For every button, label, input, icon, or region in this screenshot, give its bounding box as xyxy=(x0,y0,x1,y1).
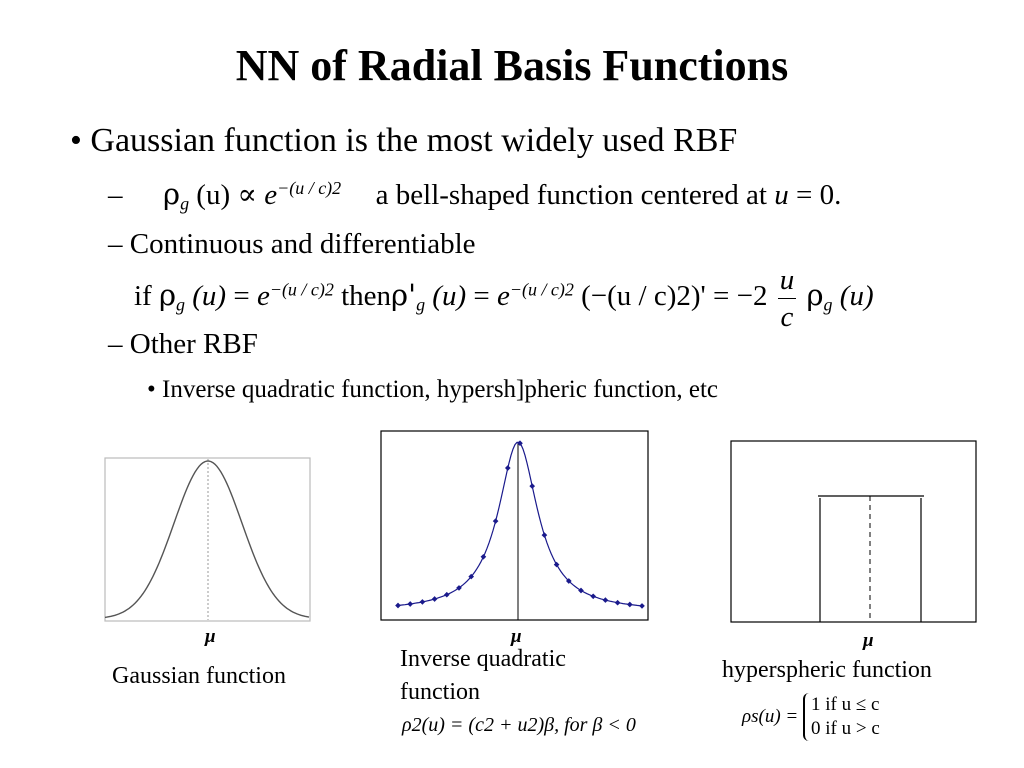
gaussian-curve xyxy=(105,461,309,617)
slide-title: NN of Radial Basis Functions xyxy=(235,41,789,90)
inverse-caption-line1: Inverse quadratic xyxy=(400,646,566,672)
e-symbol: e xyxy=(256,280,270,313)
inverse-point xyxy=(529,483,535,489)
inverse-points xyxy=(395,440,645,608)
inverse-point xyxy=(395,603,401,609)
hyper-cases xyxy=(803,693,880,741)
inverse-point xyxy=(505,465,511,471)
hyper-caption: hyperspheric function xyxy=(722,657,932,683)
inverse-plot-frame xyxy=(381,431,648,620)
derivative-rest: (−(u / c)2)' = −2 xyxy=(581,280,768,313)
fraction-denominator: c xyxy=(778,298,797,335)
e-symbol: e xyxy=(496,280,510,313)
fraction-u-over-c xyxy=(778,262,797,335)
subscript-g: g xyxy=(823,294,833,315)
hyper-formula xyxy=(742,693,880,741)
hyper-plot-frame xyxy=(731,441,976,622)
inverse-point xyxy=(554,562,560,568)
inverse-point xyxy=(493,518,499,524)
inverse-caption-line2: function xyxy=(400,679,480,705)
hyperspheric-plot xyxy=(730,440,978,624)
rho-prime: ρ' xyxy=(391,278,417,313)
fraction-numerator: u xyxy=(779,264,795,296)
u-argument: (u) xyxy=(432,280,467,313)
inverse-point xyxy=(615,600,621,606)
inverse-point xyxy=(481,554,487,560)
hyper-case-2: 0 if u > c xyxy=(811,718,880,739)
bell-u: u xyxy=(774,179,789,211)
gaussian-mu-label: μ xyxy=(205,626,216,647)
inverse-point xyxy=(432,596,438,602)
inverse-point xyxy=(420,599,426,605)
inverse-mu-label: μ xyxy=(511,626,522,647)
inverse-curve xyxy=(397,442,641,606)
exponent: −(u / c)2 xyxy=(509,279,574,300)
derivative-formula xyxy=(134,262,874,335)
inverse-point xyxy=(603,597,609,603)
inverse-point xyxy=(407,601,413,607)
e-symbol: e xyxy=(264,179,278,211)
rho-symbol: ρ xyxy=(158,278,177,313)
rho-symbol: ρ xyxy=(806,278,824,313)
inverse-quadratic-plot xyxy=(380,430,650,622)
inverse-point xyxy=(590,593,596,599)
if-word: if xyxy=(134,280,152,313)
proportional-symbol: ∝ xyxy=(237,177,258,211)
bullet-continuous: – Continuous and differentiable xyxy=(108,228,476,260)
then-word: then xyxy=(341,280,392,313)
bullet-inverse-quadratic: • Inverse quadratic function, hypersh]pheric function, etc xyxy=(147,376,719,403)
hyper-mu-label: μ xyxy=(863,630,874,651)
exponent: −(u / c)2 xyxy=(269,279,334,300)
inverse-point xyxy=(444,592,450,598)
bell-text: a bell-shaped function centered at xyxy=(375,179,767,211)
subscript-g: g xyxy=(180,193,190,214)
inverse-point xyxy=(627,602,633,608)
bullet-gaussian: • Gaussian function is the most widely used RBF xyxy=(70,122,738,159)
subscript-g: g xyxy=(176,294,186,315)
bullet-other-rbf: – Other RBF xyxy=(108,328,258,360)
equals: = xyxy=(473,280,490,313)
formula-line-gaussian xyxy=(108,176,841,213)
inverse-point xyxy=(639,603,645,609)
equals: = xyxy=(233,280,250,313)
u-argument: (u) xyxy=(839,280,874,313)
bell-eq: = 0. xyxy=(795,179,842,211)
subscript-g: g xyxy=(416,294,426,315)
inverse-point xyxy=(542,532,548,538)
u-argument: (u) xyxy=(196,179,231,211)
rho-symbol: ρ xyxy=(163,177,181,211)
inverse-formula: ρ2(u) = (c2 + u2)β, for β < 0 xyxy=(402,714,636,736)
exponent: −(u / c)2 xyxy=(277,178,342,199)
u-argument: (u) xyxy=(192,280,227,313)
gaussian-plot xyxy=(104,457,312,623)
dash: – xyxy=(108,179,123,211)
hyper-case-1: 1 if u ≤ c xyxy=(811,694,880,715)
hyper-formula-lhs: ρs(u) = xyxy=(742,706,799,727)
gaussian-caption: Gaussian function xyxy=(112,663,286,689)
